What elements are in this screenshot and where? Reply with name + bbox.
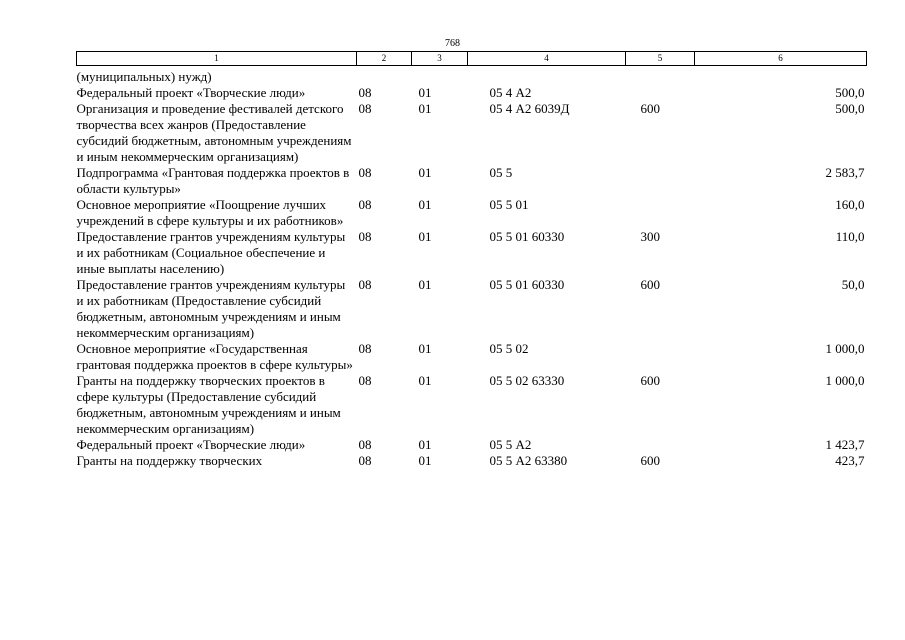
cell-amount: 160,0 [835,197,865,212]
column-header-6: 6 [695,52,867,66]
cell-target-code: 05 5 А2 [489,437,532,452]
table-row [77,66,867,86]
cell-subsection: 01 [418,197,432,212]
cell-section: 08 [358,165,372,180]
cell-name: Основное мероприятие «Государственная грантовая поддержка проектов в сфере культуры» [76,341,353,372]
cell-section: 08 [358,197,372,212]
table-row [77,277,867,341]
cell-name: Организация и проведение фестивалей детского творчества всех жанров (Предоставление субсидий бюджетным, автономным учреждениям и иным некоммерческим организациям) [76,101,352,164]
cell-expense-type: 600 [640,453,660,468]
cell-target-code: 05 5 01 [489,197,529,212]
cell-name: Гранты на поддержку творческих проектов в сфере культуры (Предоставление субсидий бюджетным, автономным учреждениям и иным некоммерческим организациям) [76,373,341,436]
cell-amount [695,66,867,86]
cell-subsection: 01 [418,453,432,468]
cell-subsection: 01 [418,229,432,244]
cell-amount: 2 583,7 [825,165,865,180]
cell-target-code: 05 4 А2 6039Д [489,101,570,116]
cell-subsection: 01 [418,341,432,356]
cell-section: 08 [358,341,372,356]
cell-amount: 110,0 [835,229,865,244]
cell-amount: 500,0 [835,85,865,100]
cell-subsection: 01 [418,437,432,452]
cell-section: 08 [358,85,372,100]
cell-amount: 1 423,7 [825,437,865,452]
cell-name: Федеральный проект «Творческие люди» [76,437,306,452]
table-row [77,85,867,101]
cell-expense-type [626,437,695,453]
table-row [77,341,867,373]
cell-subsection: 01 [418,101,432,116]
page-number: 768 [445,38,460,49]
cell-section [357,66,412,86]
cell-target-code: 05 5 А2 63380 [489,453,568,468]
cell-name: Федеральный проект «Творческие люди» [76,85,306,100]
cell-target-code: 05 5 01 60330 [489,277,565,292]
cell-section: 08 [358,437,372,452]
cell-section: 08 [358,277,372,292]
cell-subsection: 01 [418,373,432,388]
column-header-1: 1 [77,52,357,66]
cell-name: Основное мероприятие «Поощрение лучших учреждений в сфере культуры и их работников» [76,197,344,228]
table-header-row [77,52,867,66]
cell-section: 08 [358,453,372,468]
cell-target-code: 05 5 02 [489,341,529,356]
cell-target-code: 05 4 А2 [489,85,532,100]
cell-expense-type: 600 [640,373,660,388]
cell-target-code: 05 5 02 63330 [489,373,565,388]
table-row [77,165,867,197]
cell-target-code: 05 5 [489,165,513,180]
cell-amount: 1 000,0 [825,373,865,388]
cell-subsection [412,66,468,86]
cell-expense-type: 600 [640,101,660,116]
table-row [77,453,867,469]
column-header-3: 3 [412,52,468,66]
table-row [77,229,867,277]
cell-name: Предоставление грантов учреждениям культуры и их работникам (Социальное обеспечение и иные выплаты населению) [76,229,346,276]
cell-expense-type: 600 [640,277,660,292]
table-row [77,437,867,453]
cell-expense-type [626,197,695,229]
cell-target-code [468,66,626,86]
cell-section: 08 [358,229,372,244]
cell-subsection: 01 [418,277,432,292]
cell-section: 08 [358,101,372,116]
cell-amount: 500,0 [835,101,865,116]
cell-subsection: 01 [418,165,432,180]
cell-name: Предоставление грантов учреждениям культуры и их работникам (Предоставление субсидий бюджетным, автономным учреждениям и иным некоммерческим организациям) [76,277,346,340]
column-header-5: 5 [626,52,695,66]
cell-amount: 423,7 [835,453,865,468]
cell-expense-type [626,85,695,101]
table-row [77,101,867,165]
cell-target-code: 05 5 01 60330 [489,229,565,244]
cell-subsection: 01 [418,85,432,100]
cell-expense-type [626,165,695,197]
cell-expense-type: 300 [640,229,660,244]
cell-name: Гранты на поддержку творческих [76,453,263,468]
cell-name: (муниципальных) нужд) [76,69,212,84]
cell-amount: 50,0 [841,277,865,292]
cell-amount: 1 000,0 [825,341,865,356]
cell-name: Подпрограмма «Грантовая поддержка проектов в области культуры» [76,165,350,196]
cell-expense-type [626,341,695,373]
table-row [77,197,867,229]
column-header-2: 2 [357,52,412,66]
cell-section: 08 [358,373,372,388]
budget-table [76,51,867,469]
column-header-4: 4 [468,52,626,66]
table-row [77,373,867,437]
cell-expense-type [626,66,695,86]
